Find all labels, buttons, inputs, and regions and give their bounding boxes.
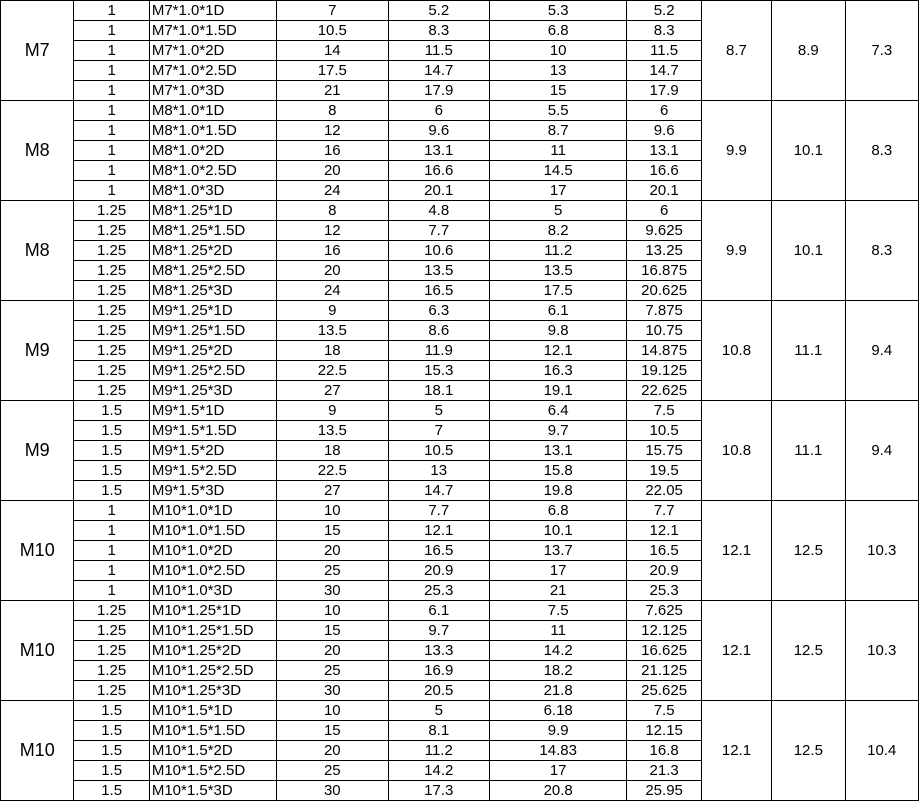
pitch-cell: 1.25 — [74, 621, 149, 641]
value-a-cell: 16.9 — [388, 661, 489, 681]
value-c-cell: 6 — [627, 101, 701, 121]
value-b-cell: 21.8 — [489, 681, 626, 701]
value-b-cell: 11 — [489, 621, 626, 641]
value-c-cell: 11.5 — [627, 41, 701, 61]
value-b-cell: 8.2 — [489, 221, 626, 241]
value-b-cell: 8.7 — [489, 121, 626, 141]
value-b-cell: 17 — [489, 181, 626, 201]
value-c-cell: 7.625 — [627, 601, 701, 621]
value-c-cell: 15.75 — [627, 441, 701, 461]
length-cell: 17.5 — [276, 61, 388, 81]
length-cell: 20 — [276, 541, 388, 561]
code-cell: M9*1.25*1.5D — [149, 321, 276, 341]
value-c-cell: 14.7 — [627, 61, 701, 81]
thread-size-cell: M10 — [1, 601, 74, 701]
value-c-cell: 13.25 — [627, 241, 701, 261]
length-cell: 12 — [276, 121, 388, 141]
value-a-cell: 13.5 — [388, 261, 489, 281]
thread-size-cell: M10 — [1, 701, 74, 801]
length-cell: 12 — [276, 221, 388, 241]
length-cell: 9 — [276, 301, 388, 321]
value-b-cell: 21 — [489, 581, 626, 601]
value-a-cell: 14.7 — [388, 481, 489, 501]
table-row — [1, 501, 919, 521]
value-a-cell: 20.9 — [388, 561, 489, 581]
value-a-cell: 8.3 — [388, 21, 489, 41]
length-cell: 30 — [276, 681, 388, 701]
value-b-cell: 18.2 — [489, 661, 626, 681]
code-cell: M10*1.5*2.5D — [149, 761, 276, 781]
value-a-cell: 16.6 — [388, 161, 489, 181]
value-c-cell: 7.875 — [627, 301, 701, 321]
pitch-cell: 1.5 — [74, 401, 149, 421]
value-c-cell: 21.3 — [627, 761, 701, 781]
value-b-cell: 17 — [489, 761, 626, 781]
value-a-cell: 4.8 — [388, 201, 489, 221]
table-row — [1, 301, 919, 321]
value-a-cell: 7 — [388, 421, 489, 441]
pitch-cell: 1.5 — [74, 781, 149, 801]
pitch-cell: 1.25 — [74, 361, 149, 381]
value-b-cell: 11 — [489, 141, 626, 161]
dim-b-cell: 12.5 — [772, 701, 845, 801]
dim-b-cell: 11.1 — [772, 301, 845, 401]
thread-size-cell: M7 — [1, 1, 74, 101]
dim-a-cell: 9.9 — [701, 201, 771, 301]
thread-size-cell: M9 — [1, 401, 74, 501]
value-c-cell: 6 — [627, 201, 701, 221]
length-cell: 16 — [276, 141, 388, 161]
value-b-cell: 13.1 — [489, 441, 626, 461]
code-cell: M7*1.0*1.5D — [149, 21, 276, 41]
value-b-cell: 9.8 — [489, 321, 626, 341]
value-c-cell: 20.625 — [627, 281, 701, 301]
code-cell: M10*1.25*1D — [149, 601, 276, 621]
code-cell: M9*1.25*3D — [149, 381, 276, 401]
value-b-cell: 17 — [489, 561, 626, 581]
value-b-cell: 14.2 — [489, 641, 626, 661]
value-c-cell: 12.15 — [627, 721, 701, 741]
dim-c-cell: 7.3 — [845, 1, 918, 101]
value-a-cell: 9.7 — [388, 621, 489, 641]
value-c-cell: 17.9 — [627, 81, 701, 101]
pitch-cell: 1.25 — [74, 261, 149, 281]
pitch-cell: 1 — [74, 21, 149, 41]
code-cell: M8*1.25*1.5D — [149, 221, 276, 241]
value-b-cell: 10 — [489, 41, 626, 61]
value-c-cell: 9.625 — [627, 221, 701, 241]
pitch-cell: 1.25 — [74, 641, 149, 661]
value-a-cell: 8.6 — [388, 321, 489, 341]
pitch-cell: 1.5 — [74, 441, 149, 461]
code-cell: M8*1.25*2D — [149, 241, 276, 261]
dim-c-cell: 10.3 — [845, 501, 918, 601]
table-row — [1, 201, 919, 221]
value-a-cell: 25.3 — [388, 581, 489, 601]
length-cell: 22.5 — [276, 361, 388, 381]
value-b-cell: 14.5 — [489, 161, 626, 181]
value-b-cell: 9.7 — [489, 421, 626, 441]
value-b-cell: 5 — [489, 201, 626, 221]
dim-b-cell: 11.1 — [772, 401, 845, 501]
length-cell: 25 — [276, 661, 388, 681]
pitch-cell: 1.5 — [74, 701, 149, 721]
code-cell: M10*1.0*3D — [149, 581, 276, 601]
length-cell: 15 — [276, 521, 388, 541]
pitch-cell: 1 — [74, 1, 149, 21]
code-cell: M10*1.25*3D — [149, 681, 276, 701]
pitch-cell: 1.5 — [74, 741, 149, 761]
value-c-cell: 5.2 — [627, 1, 701, 21]
dim-a-cell: 12.1 — [701, 501, 771, 601]
length-cell: 20 — [276, 641, 388, 661]
pitch-cell: 1 — [74, 181, 149, 201]
code-cell: M10*1.0*2D — [149, 541, 276, 561]
code-cell: M7*1.0*2.5D — [149, 61, 276, 81]
length-cell: 20 — [276, 261, 388, 281]
length-cell: 27 — [276, 381, 388, 401]
length-cell: 13.5 — [276, 321, 388, 341]
value-c-cell: 13.1 — [627, 141, 701, 161]
length-cell: 8 — [276, 201, 388, 221]
value-b-cell: 6.8 — [489, 501, 626, 521]
dim-b-cell: 8.9 — [772, 1, 845, 101]
value-c-cell: 20.1 — [627, 181, 701, 201]
code-cell: M10*1.5*3D — [149, 781, 276, 801]
dim-c-cell: 8.3 — [845, 101, 918, 201]
dim-c-cell: 10.4 — [845, 701, 918, 801]
pitch-cell: 1.5 — [74, 721, 149, 741]
dim-c-cell: 9.4 — [845, 401, 918, 501]
table-row — [1, 601, 919, 621]
value-b-cell: 15 — [489, 81, 626, 101]
code-cell: M10*1.25*2D — [149, 641, 276, 661]
code-cell: M8*1.0*3D — [149, 181, 276, 201]
pitch-cell: 1 — [74, 501, 149, 521]
value-c-cell: 8.3 — [627, 21, 701, 41]
dim-a-cell: 8.7 — [701, 1, 771, 101]
thread-size-cell: M8 — [1, 201, 74, 301]
pitch-cell: 1 — [74, 581, 149, 601]
code-cell: M9*1.25*1D — [149, 301, 276, 321]
value-b-cell: 16.3 — [489, 361, 626, 381]
length-cell: 21 — [276, 81, 388, 101]
value-a-cell: 15.3 — [388, 361, 489, 381]
code-cell: M9*1.5*1.5D — [149, 421, 276, 441]
value-b-cell: 7.5 — [489, 601, 626, 621]
value-a-cell: 13.1 — [388, 141, 489, 161]
dim-a-cell: 12.1 — [701, 601, 771, 701]
pitch-cell: 1 — [74, 81, 149, 101]
length-cell: 9 — [276, 401, 388, 421]
dim-b-cell: 10.1 — [772, 101, 845, 201]
value-a-cell: 14.2 — [388, 761, 489, 781]
pitch-cell: 1 — [74, 41, 149, 61]
value-a-cell: 7.7 — [388, 221, 489, 241]
pitch-cell: 1.25 — [74, 341, 149, 361]
length-cell: 14 — [276, 41, 388, 61]
thread-size-cell: M8 — [1, 101, 74, 201]
code-cell: M8*1.25*3D — [149, 281, 276, 301]
thread-size-cell: M9 — [1, 301, 74, 401]
code-cell: M7*1.0*2D — [149, 41, 276, 61]
value-b-cell: 12.1 — [489, 341, 626, 361]
value-c-cell: 22.05 — [627, 481, 701, 501]
value-b-cell: 5.3 — [489, 1, 626, 21]
pitch-cell: 1.5 — [74, 461, 149, 481]
value-b-cell: 11.2 — [489, 241, 626, 261]
code-cell: M8*1.0*1.5D — [149, 121, 276, 141]
code-cell: M9*1.25*2.5D — [149, 361, 276, 381]
value-b-cell: 6.18 — [489, 701, 626, 721]
value-c-cell: 16.5 — [627, 541, 701, 561]
table-body — [1, 1, 919, 801]
value-c-cell: 10.5 — [627, 421, 701, 441]
code-cell: M9*1.5*2D — [149, 441, 276, 461]
table-row — [1, 401, 919, 421]
value-a-cell: 17.9 — [388, 81, 489, 101]
thread-size-cell: M10 — [1, 501, 74, 601]
pitch-cell: 1 — [74, 521, 149, 541]
pitch-cell: 1.25 — [74, 241, 149, 261]
pitch-cell: 1 — [74, 61, 149, 81]
value-a-cell: 16.5 — [388, 541, 489, 561]
pitch-cell: 1 — [74, 141, 149, 161]
dim-a-cell: 9.9 — [701, 101, 771, 201]
value-a-cell: 11.5 — [388, 41, 489, 61]
value-b-cell: 10.1 — [489, 521, 626, 541]
pitch-cell: 1.25 — [74, 281, 149, 301]
value-c-cell: 16.6 — [627, 161, 701, 181]
value-a-cell: 10.5 — [388, 441, 489, 461]
pitch-cell: 1.5 — [74, 421, 149, 441]
value-b-cell: 6.4 — [489, 401, 626, 421]
length-cell: 30 — [276, 781, 388, 801]
value-a-cell: 11.2 — [388, 741, 489, 761]
value-a-cell: 20.5 — [388, 681, 489, 701]
value-b-cell: 17.5 — [489, 281, 626, 301]
dim-a-cell: 12.1 — [701, 701, 771, 801]
length-cell: 30 — [276, 581, 388, 601]
pitch-cell: 1.25 — [74, 201, 149, 221]
length-cell: 25 — [276, 561, 388, 581]
pitch-cell: 1.5 — [74, 761, 149, 781]
length-cell: 13.5 — [276, 421, 388, 441]
value-a-cell: 5 — [388, 701, 489, 721]
value-c-cell: 14.875 — [627, 341, 701, 361]
value-a-cell: 12.1 — [388, 521, 489, 541]
value-b-cell: 20.8 — [489, 781, 626, 801]
value-c-cell: 9.6 — [627, 121, 701, 141]
length-cell: 24 — [276, 281, 388, 301]
value-c-cell: 12.125 — [627, 621, 701, 641]
dim-c-cell: 9.4 — [845, 301, 918, 401]
pitch-cell: 1.25 — [74, 301, 149, 321]
value-a-cell: 10.6 — [388, 241, 489, 261]
length-cell: 10.5 — [276, 21, 388, 41]
code-cell: M7*1.0*1D — [149, 1, 276, 21]
dim-b-cell: 12.5 — [772, 501, 845, 601]
value-c-cell: 19.5 — [627, 461, 701, 481]
value-a-cell: 6.3 — [388, 301, 489, 321]
code-cell: M9*1.5*2.5D — [149, 461, 276, 481]
value-a-cell: 13 — [388, 461, 489, 481]
value-b-cell: 6.1 — [489, 301, 626, 321]
value-a-cell: 7.7 — [388, 501, 489, 521]
value-a-cell: 17.3 — [388, 781, 489, 801]
dim-a-cell: 10.8 — [701, 301, 771, 401]
value-c-cell: 21.125 — [627, 661, 701, 681]
value-c-cell: 19.125 — [627, 361, 701, 381]
value-c-cell: 7.7 — [627, 501, 701, 521]
length-cell: 24 — [276, 181, 388, 201]
length-cell: 15 — [276, 621, 388, 641]
dim-b-cell: 10.1 — [772, 201, 845, 301]
pitch-cell: 1.25 — [74, 601, 149, 621]
value-c-cell: 16.8 — [627, 741, 701, 761]
code-cell: M8*1.0*1D — [149, 101, 276, 121]
value-a-cell: 18.1 — [388, 381, 489, 401]
length-cell: 20 — [276, 161, 388, 181]
value-c-cell: 25.625 — [627, 681, 701, 701]
length-cell: 15 — [276, 721, 388, 741]
value-b-cell: 13 — [489, 61, 626, 81]
pitch-cell: 1 — [74, 161, 149, 181]
value-a-cell: 20.1 — [388, 181, 489, 201]
code-cell: M8*1.25*1D — [149, 201, 276, 221]
length-cell: 25 — [276, 761, 388, 781]
length-cell: 10 — [276, 601, 388, 621]
code-cell: M9*1.5*1D — [149, 401, 276, 421]
value-b-cell: 13.5 — [489, 261, 626, 281]
value-a-cell: 6 — [388, 101, 489, 121]
code-cell: M10*1.0*2.5D — [149, 561, 276, 581]
value-c-cell: 10.75 — [627, 321, 701, 341]
code-cell: M9*1.25*2D — [149, 341, 276, 361]
pitch-cell: 1.25 — [74, 321, 149, 341]
value-a-cell: 13.3 — [388, 641, 489, 661]
pitch-cell: 1 — [74, 561, 149, 581]
value-c-cell: 20.9 — [627, 561, 701, 581]
dim-b-cell: 12.5 — [772, 601, 845, 701]
value-a-cell: 14.7 — [388, 61, 489, 81]
length-cell: 22.5 — [276, 461, 388, 481]
value-a-cell: 8.1 — [388, 721, 489, 741]
dim-a-cell: 10.8 — [701, 401, 771, 501]
pitch-cell: 1.25 — [74, 681, 149, 701]
value-b-cell: 14.83 — [489, 741, 626, 761]
value-b-cell: 9.9 — [489, 721, 626, 741]
code-cell: M10*1.0*1D — [149, 501, 276, 521]
value-b-cell: 5.5 — [489, 101, 626, 121]
value-c-cell: 7.5 — [627, 401, 701, 421]
code-cell: M8*1.0*2.5D — [149, 161, 276, 181]
value-c-cell: 25.95 — [627, 781, 701, 801]
table-row — [1, 701, 919, 721]
code-cell: M9*1.5*3D — [149, 481, 276, 501]
length-cell: 27 — [276, 481, 388, 501]
value-c-cell: 16.875 — [627, 261, 701, 281]
code-cell: M7*1.0*3D — [149, 81, 276, 101]
value-c-cell: 22.625 — [627, 381, 701, 401]
table-row — [1, 101, 919, 121]
code-cell: M10*1.5*1D — [149, 701, 276, 721]
pitch-cell: 1.5 — [74, 481, 149, 501]
value-b-cell: 13.7 — [489, 541, 626, 561]
code-cell: M8*1.0*2D — [149, 141, 276, 161]
value-c-cell: 16.625 — [627, 641, 701, 661]
value-c-cell: 12.1 — [627, 521, 701, 541]
length-cell: 16 — [276, 241, 388, 261]
value-a-cell: 16.5 — [388, 281, 489, 301]
value-b-cell: 15.8 — [489, 461, 626, 481]
pitch-cell: 1 — [74, 101, 149, 121]
code-cell: M10*1.0*1.5D — [149, 521, 276, 541]
value-b-cell: 19.1 — [489, 381, 626, 401]
length-cell: 10 — [276, 501, 388, 521]
length-cell: 18 — [276, 441, 388, 461]
dim-c-cell: 10.3 — [845, 601, 918, 701]
value-c-cell: 7.5 — [627, 701, 701, 721]
pitch-cell: 1.25 — [74, 381, 149, 401]
value-a-cell: 9.6 — [388, 121, 489, 141]
length-cell: 8 — [276, 101, 388, 121]
value-c-cell: 25.3 — [627, 581, 701, 601]
length-cell: 10 — [276, 701, 388, 721]
value-a-cell: 5.2 — [388, 1, 489, 21]
dim-c-cell: 8.3 — [845, 201, 918, 301]
pitch-cell: 1 — [74, 541, 149, 561]
table-row — [1, 1, 919, 21]
code-cell: M10*1.5*2D — [149, 741, 276, 761]
length-cell: 18 — [276, 341, 388, 361]
pitch-cell: 1.25 — [74, 221, 149, 241]
code-cell: M10*1.5*1.5D — [149, 721, 276, 741]
length-cell: 7 — [276, 1, 388, 21]
pitch-cell: 1 — [74, 121, 149, 141]
code-cell: M8*1.25*2.5D — [149, 261, 276, 281]
value-a-cell: 11.9 — [388, 341, 489, 361]
length-cell: 20 — [276, 741, 388, 761]
code-cell: M10*1.25*1.5D — [149, 621, 276, 641]
value-b-cell: 6.8 — [489, 21, 626, 41]
value-a-cell: 5 — [388, 401, 489, 421]
value-a-cell: 6.1 — [388, 601, 489, 621]
pitch-cell: 1.25 — [74, 661, 149, 681]
value-b-cell: 19.8 — [489, 481, 626, 501]
code-cell: M10*1.25*2.5D — [149, 661, 276, 681]
